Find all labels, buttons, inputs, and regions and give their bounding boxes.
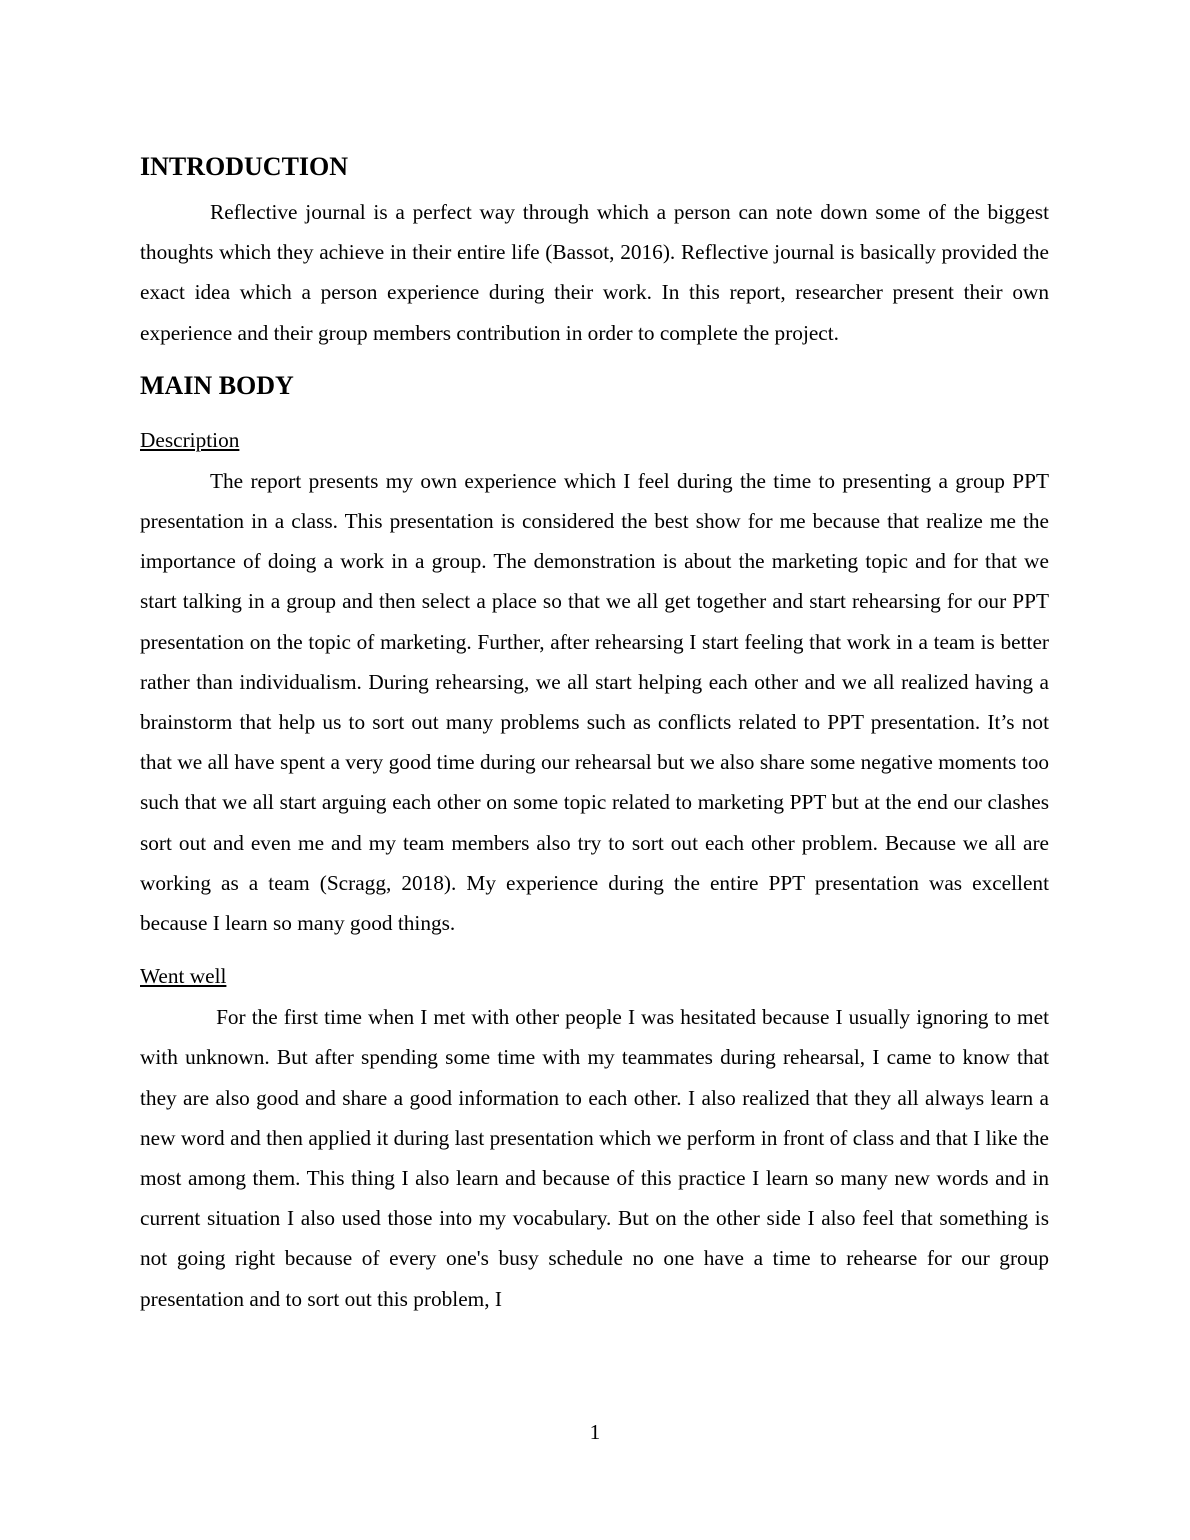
- description-paragraph: The report presents my own experience which I feel during the time to presenting a group PPT presentation in a class. This presentation is considered the best show for me because that realize me the importance of doing a work in a group. The demonstration is about the marketing topic and for that we start talking in a group and then select a place so that we all get together and start rehearsing for our PPT presentation on the topic of marketing. Further, after rehearsing I start feeling that work in a team is better rather than individualism. During rehearsing, we all start helping each other and we all realized having a brainstorm that help us to sort out many problems such as conflicts related to PPT presentation. It’s not that we all have spent a very good time during our rehearsal but we also share some negative moments too such that we all start arguing each other on some topic related to marketing PPT but at the end our clashes sort out and even me and my team members also try to sort out each other problem. Because we all are working as a team (Scragg, 2018). My experience during the entire PPT presentation was excellent because I learn so many good things.: [140, 468, 1049, 936]
- introduction-paragraph: Reflective journal is a perfect way through which a person can note down some of the biggest thoughts which they achieve in their entire life (Bassot, 2016). Reflective journal is basically provided the exact idea which a person experience during their work. In this report, researcher present their own experience and their group members contribution in order to complete the project.: [140, 200, 1049, 345]
- went-well-paragraph: For the first time when I met with other people I was hesitated because I usually ignoring to met with unknown. But after spending some time with my teammates during rehearsal, I came to know that they are also good and share a good information to each other. I also realized that they all always learn a new word and then applied it during last presentation which we perform in front of class and that I like the most among them. This thing I also learn and because of this practice I learn so many new words and in current situation I also used those into my vocabulary. But on the other side I also feel that something is not going right because of every one's busy schedule no one have a time to rehearse for our group presentation and to sort out this problem, I: [140, 1005, 1055, 1311]
- went-well-subheading: Went well: [140, 964, 227, 989]
- page-number: 1: [589, 1420, 601, 1444]
- description-subheading: Description: [140, 427, 240, 452]
- document-page: [140, 148, 1055, 1319]
- introduction-heading: INTRODUCTION: [140, 152, 349, 181]
- main-body-heading: MAIN BODY: [140, 370, 294, 400]
